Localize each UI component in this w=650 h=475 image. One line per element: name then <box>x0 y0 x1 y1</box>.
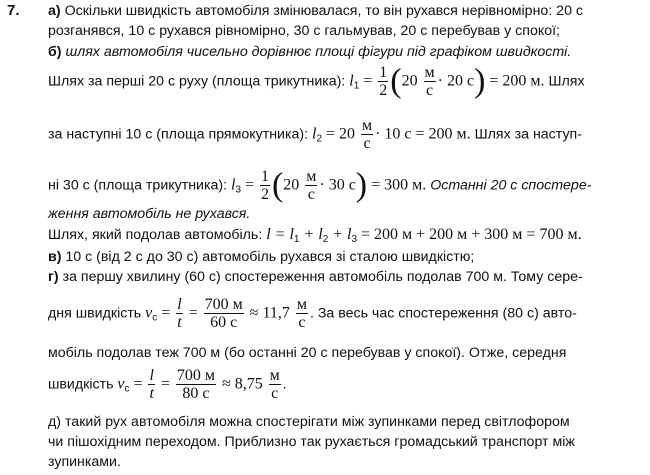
g-unit-fraction-1: $\frac{м}{с}$ <box>296 296 307 331</box>
l3-velocity: 20 <box>283 176 300 194</box>
part-g-line-3 <box>48 344 566 362</box>
l3-subscript: 3 <box>235 184 242 196</box>
l2-intro: за наступні 10 с (площа прямокутника): <box>48 126 309 143</box>
l3-times: · 30 с <box>319 176 356 194</box>
part-v-label: в) <box>48 249 62 265</box>
part-b-l3-line: ні 30 с (площа трикутника): $l_3$ = $\frac{1}{2}$ (20 $\frac{м}{с}$ · 30 с) = 300 м. Останні 20 с спостере- <box>48 166 592 204</box>
total-intro: Шлях, який подолав автомобіль: <box>48 227 263 243</box>
part-g-line-2: дня швидкість $v_c$ = $\frac{l}{t}$ = $\frac{700 м}{60 с}$ ≈ 11,7 $\frac{м}{с}$ . За весь час спостереження (80 с) авто- <box>48 296 577 331</box>
l1-velocity: 20 <box>401 72 418 90</box>
l1-path-word: Шлях <box>548 73 585 90</box>
part-d-text-1: такий рух автомобіля можна спостерігати між зупинками перед світлофором <box>64 414 570 430</box>
part-g-text-3: мобіль подолав теж 700 м (бо останні 20 с перебував у спокої). Отже, середня <box>48 345 567 361</box>
l1-result: = 200 м. <box>489 72 545 90</box>
part-d-line-2 <box>48 433 575 451</box>
l3-half-fraction: $\frac{1}{2}$ <box>260 168 269 203</box>
l3-equals: = <box>244 176 254 194</box>
part-v-text: 10 с (від 2 с до 30 с) автомобіль рухався зі сталою швидкістю; <box>65 249 475 265</box>
l3-tail-b: ження автомобіль не рухався. <box>48 206 251 222</box>
part-d-text-2: чи пішохідним переходом. Приблизно так рухається громадський транспорт між <box>48 434 575 450</box>
half-numerator: 1 <box>379 64 388 81</box>
l2-equals: = 20 <box>325 125 356 143</box>
part-g-text-1: за першу хвилину (60 с) спостереження автомобіль подолав 700 м. Тому сере- <box>62 269 583 285</box>
l2-symbol: l <box>312 125 317 143</box>
part-b-text: шлях автомобіля чисельно дорівнює площі фігури під графіком швидкості. <box>65 44 572 60</box>
part-a-label: а) <box>48 3 61 19</box>
problem-number: 7. <box>7 2 20 19</box>
half-denominator: 2 <box>379 82 388 99</box>
part-g-label: г) <box>48 269 59 285</box>
part-g-text-4a: швидкість <box>48 376 114 393</box>
part-b-l2-line <box>48 117 582 152</box>
l1-symbol: l <box>349 72 354 90</box>
part-b-label: б) <box>48 44 62 60</box>
part-a-text-1: Оскільки швидкість автомобіля змінювалася, то він рухався нерівномірно: 20 с <box>64 3 584 19</box>
part-g-line-1 <box>48 268 583 286</box>
700-over-60-fraction: $\frac{700 м}{60 с}$ <box>204 296 243 331</box>
part-b-l1-line: Шлях за перші 20 с руху (площа трикутника): $l_1$ = $\frac{1}{2}$ (20 $\frac{м}{с}$ · 20 с) = 200 м. Шлях <box>48 62 585 100</box>
l1-half-fraction <box>378 64 388 99</box>
part-d-line-3 <box>48 453 121 471</box>
part-g-line-4: швидкість $v_c$ = $\frac{l}{t}$ = $\frac{700 м}{80 с}$ ≈ 8,75 $\frac{м}{с}$ . <box>48 367 287 402</box>
vc-symbol: v <box>145 304 153 322</box>
l-over-t-fraction: $\frac{l}{t}$ <box>177 296 182 331</box>
part-a-line-2 <box>48 22 560 40</box>
part-g-text-2a: дня швидкість <box>48 305 142 322</box>
l1-subscript: 1 <box>353 80 360 92</box>
l2-tail: Шлях за наступ- <box>474 126 582 143</box>
part-d-line-1 <box>48 413 570 431</box>
part-b-l3-continuation <box>48 205 250 223</box>
l3-unit-fraction: $\frac{м}{с}$ <box>306 168 317 203</box>
total-formula: l = l <box>266 226 294 243</box>
part-d-label: д) <box>48 414 62 430</box>
total-rest-2: + l <box>332 226 352 243</box>
l2-subscript: 2 <box>316 133 323 145</box>
part-v-line <box>48 248 474 266</box>
part-a-text-2: розганявся, 10 с рухався рівномірно, 30 с гальмував, 20 с перебував у спокої; <box>48 23 560 39</box>
approx-value-2: ≈ 8,75 <box>221 375 263 393</box>
part-b-line-1 <box>48 43 571 61</box>
l3-symbol: l <box>231 176 236 194</box>
total-rest: + l <box>303 226 323 243</box>
l2-times: · 10 с = 200 м. <box>375 125 471 143</box>
l1-times: · 20 с <box>437 72 475 90</box>
l3-intro: ні 30 с (площа трикутника): <box>48 177 228 194</box>
total-result: = 200 м + 200 м + 300 м = 700 м. <box>360 226 582 243</box>
l2-unit-fraction: $\frac{м}{с}$ <box>361 117 373 152</box>
g-unit-fraction-2: $\frac{м}{с}$ <box>269 367 280 402</box>
700-over-80-fraction: $\frac{700 м}{80 с}$ <box>176 367 215 402</box>
part-b-total-line: Шлях, який подолав автомобіль: $l = l_1 + l_2 + l_3 = 200$ м + 200 м + 300 м = 700 м. <box>48 226 582 245</box>
part-g-text-2b: За весь час спостереження (80 с) авто- <box>317 305 577 322</box>
l3-tail-a: Останні 20 с спостере- <box>430 177 592 194</box>
approx-value-1: ≈ 11,7 <box>249 304 290 322</box>
l1-intro: Шлях за перші 20 с руху (площа трикутника): <box>48 73 346 90</box>
part-d-text-3: зупинками. <box>48 454 121 470</box>
l1-equals: = <box>363 72 373 90</box>
l-over-t-fraction-2: $\frac{l}{t}$ <box>149 367 154 402</box>
part-a-line-1 <box>48 2 583 20</box>
l1-unit-fraction: $\frac{м}{с}$ <box>424 64 435 99</box>
l3-result: = 300 м. <box>371 176 427 194</box>
vc-subscript: c <box>152 312 158 324</box>
